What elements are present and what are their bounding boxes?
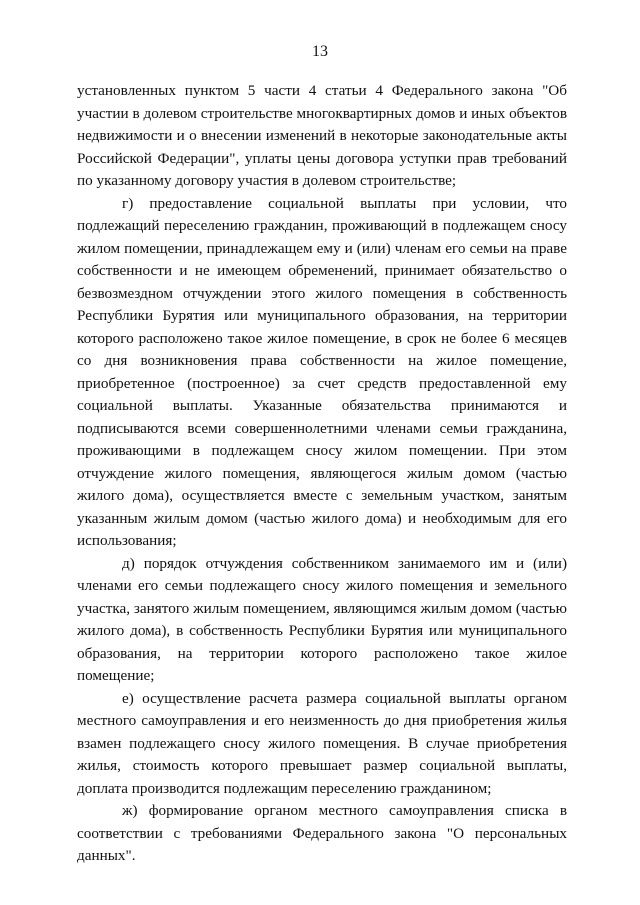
page-number: 13 bbox=[312, 43, 328, 60]
paragraph-item-zh: ж) формирование органом местного самоуправления списка в соответствии с требованиями Федерального закона "О персональных данных". bbox=[77, 802, 567, 864]
paragraph-continuation: установленных пунктом 5 части 4 статьи 4 Федерального закона "Об участии в долевом строительстве многоквартирных домов и иных объектов недвижимости и о внесении изменений в некоторые законодательные акты Российской Федерации", уплаты цены договора уступки прав требований по указанному договору участия в долевом строительстве; bbox=[77, 82, 567, 189]
paragraph-item-g: г) предоставление социальной выплаты при условии, что подлежащий переселению гражданин, проживающий в подлежащем сносу жилом помещении, принадлежащем ему и (или) членам его семьи на праве собственности и не имеющем обременений, принимает обязательство о безвозмездном отчуждении этого жилого помещения в собственность Республики Бурятия или муниципального образования, на территории которого расположено такое жилое помещение, в срок не более 6 месяцев со дня возникновения права собственности на жилое помещение, приобретенное (построенное) за счет средств предоставленной ему социальной выплаты. Указанные обязательства принимаются и подписываются всеми совершеннолетними членами семьи гражданина, проживающими в подлежащем сносу жилом помещении. При этом отчуждение жилого помещения, являющегося жилым домом (частью жилого дома), осуществляется вместе с земельным участком, занятым указанным жилым домом (частью жилого дома) и необходимым для его использования; bbox=[77, 194, 567, 549]
paragraph-item-e: е) осуществление расчета размера социальной выплаты органом местного самоуправления и его неизменность до дня приобретения жилья взамен подлежащего сносу жилого помещения. В случае приобретения жилья, стоимость которого превышает размер социальной выплаты, доплата производится подлежащим переселению гражданином; bbox=[77, 689, 567, 797]
paragraph-item-d: д) порядок отчуждения собственником занимаемого им и (или) членами его семьи подлежащего сносу жилого помещения и земельного участка, занятого жилым помещением, являющимся жилым домом (частью жилого дома), в собственность Республики Бурятия или муниципального образования, на территории которого расположено такое жилое помещение; bbox=[77, 554, 567, 684]
document-body bbox=[77, 80, 567, 868]
